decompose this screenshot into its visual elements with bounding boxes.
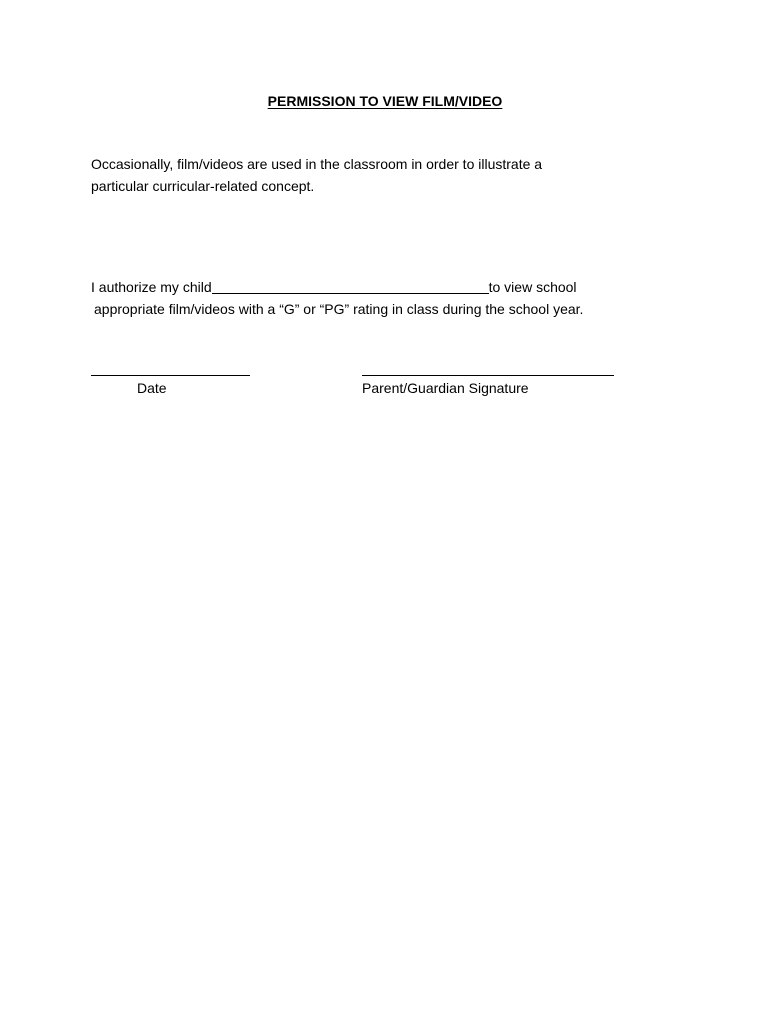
child-name-blank[interactable] [212,278,489,294]
authorization-line-2: appropriate film/videos with a “G” or “PG” rating in class during the school year. [94,301,584,317]
date-signature-line[interactable] [91,375,250,376]
parent-signature-line[interactable] [362,375,614,376]
parent-signature-label: Parent/Guardian Signature [362,380,529,396]
authorization-suffix: to view school [488,279,577,295]
authorization-line-1 [91,276,583,298]
intro-line-1: Occasionally, film/videos are used in the classroom in order to illustrate a [91,156,543,172]
page-title: PERMISSION TO VIEW FILM/VIDEO [267,93,503,109]
intro-line-2: particular curricular-related concept. [91,178,315,194]
date-label: Date [137,380,167,396]
authorization-paragraph [91,276,583,320]
authorization-prefix: I authorize my child [91,279,212,295]
intro-paragraph [91,153,542,197]
